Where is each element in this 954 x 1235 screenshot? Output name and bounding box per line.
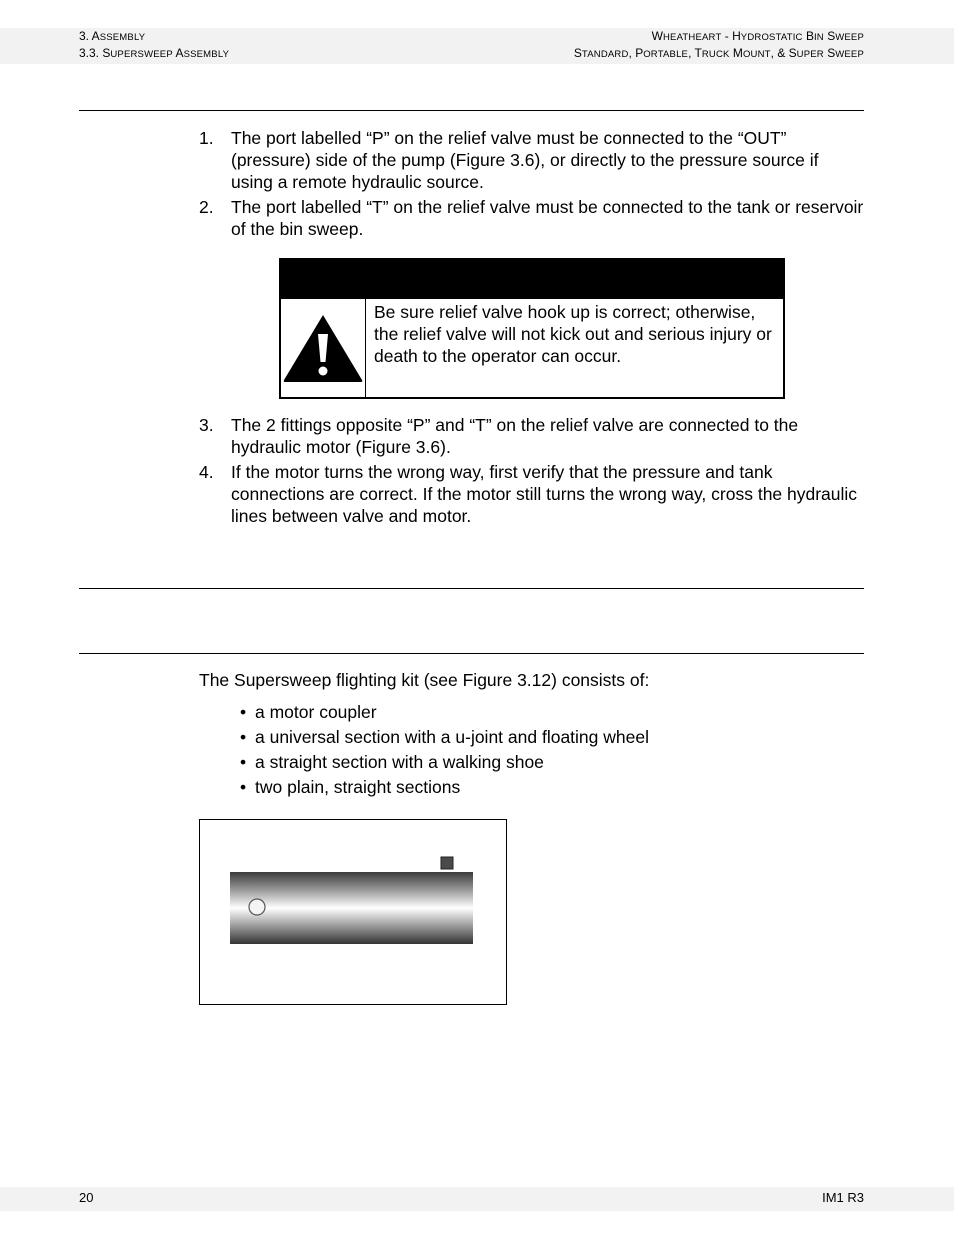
section-rule-top (79, 110, 864, 111)
kit-intro: The Supersweep flighting kit (see Figure 3.12) consists of: (199, 670, 650, 690)
header-product-line1: WHEATHEART - HYDROSTATIC BIN SWEEP (651, 29, 864, 43)
list-item: 1. The port labelled “P” on the relief valve must be connected to the “OUT” (pressure) side of the pump (Figure 3.6), or directly to the pressure source if using a remote hydraulic source. (199, 128, 819, 192)
page-number: 20 (79, 1190, 94, 1205)
warning-icon-cell (281, 299, 366, 397)
list-item: • a motor coupler (240, 702, 377, 722)
list-item: • a straight section with a walking shoe (240, 752, 544, 772)
steps-list-b (199, 414, 864, 530)
flighting-figure (199, 819, 507, 1005)
list-item: • two plain, straight sections (240, 777, 461, 797)
warning-triangle-icon (281, 312, 365, 384)
kit-list (240, 700, 649, 800)
list-item: 4. If the motor turns the wrong way, first verify that the pressure and tank connections are correct. If the motor still turns the wrong way, cross the hydraulic lines between valve and motor. (199, 462, 858, 526)
footer-band (0, 1187, 954, 1211)
header-product-line2: STANDARD, PORTABLE, TRUCK MOUNT, & SUPER SWEEP (573, 46, 864, 60)
warning-box (279, 258, 785, 399)
section-rule-lower (79, 653, 864, 654)
header-section: 3.3. SUPERSWEEP ASSEMBLY (79, 46, 230, 60)
section-rule-middle (79, 588, 864, 589)
flighting-tube-illustration (200, 820, 506, 1004)
steps-list-a (199, 127, 864, 243)
document-code: IM1 R3 (822, 1190, 864, 1205)
header-chapter: 3. ASSEMBLY (79, 29, 146, 43)
list-item: • a universal section with a u-joint and floating wheel (240, 727, 649, 747)
warning-text: Be sure relief valve hook up is correct; otherwise, the relief valve will not kick out and serious injury or death to the operator can occur. (374, 302, 772, 366)
list-item: 3. The 2 fittings opposite “P” and “T” on the relief valve are connected to the hydraulic motor (Figure 3.6). (199, 415, 799, 457)
list-item: 2. The port labelled “T” on the relief valve must be connected to the tank or reservoir of the bin sweep. (199, 197, 864, 239)
warning-header-bar (281, 260, 783, 299)
